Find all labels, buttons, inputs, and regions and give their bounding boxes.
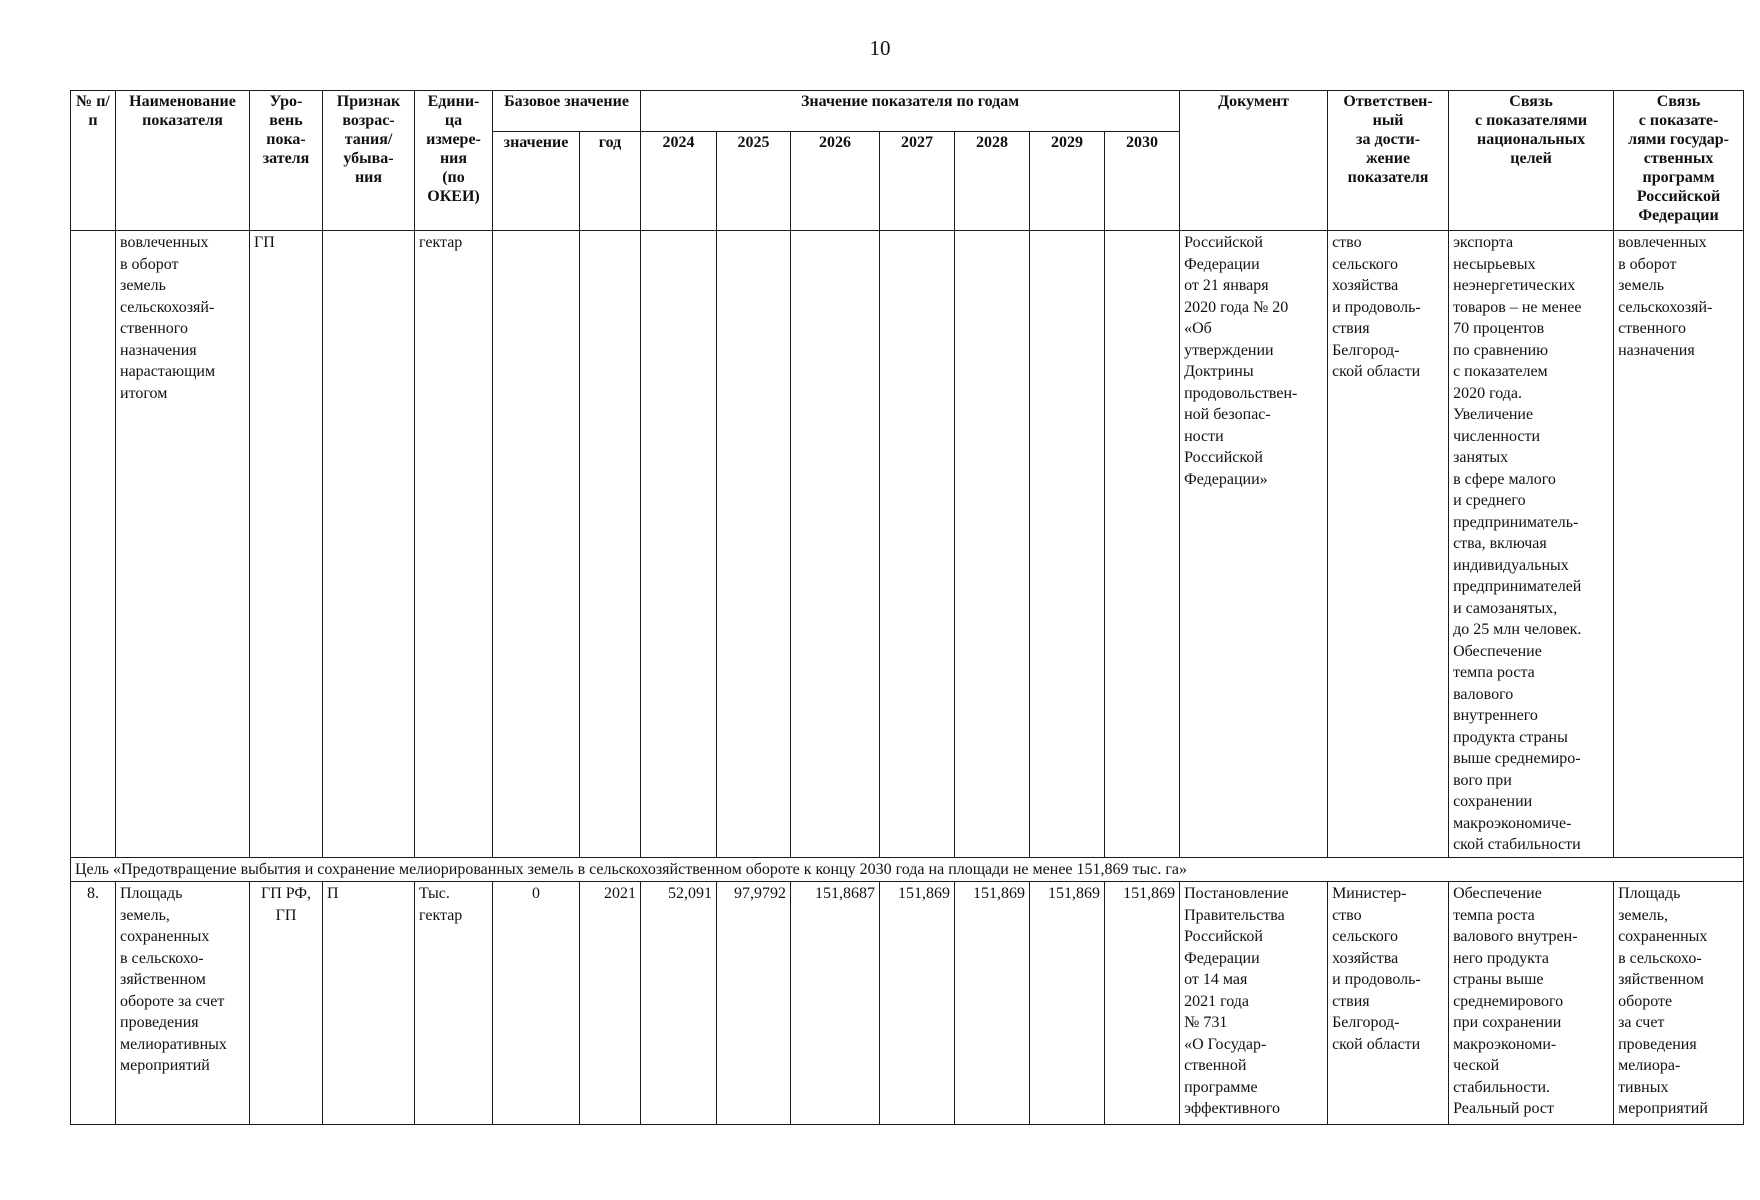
cell-national-goals: Обеспечение темпа роста валового внутрен- него продукта страны выше среднемирового при сохранении макроэкономи- ческой стабильности. Реальный рост: [1449, 882, 1614, 1125]
header-year-2029: [1030, 132, 1105, 231]
header-state-programs: [1614, 91, 1744, 231]
cell-responsible: ство сельского хозяйства и продоволь- ствия Белгород- ской области: [1328, 231, 1449, 858]
header-responsible-text: Ответствен- ный за дости- жение показателя: [1343, 93, 1433, 186]
cell-level: ГП: [250, 231, 323, 858]
cell-indicator-name: Площадь земель, сохраненных в сельскохо- зяйственном обороте за счет проведения мелиоративных мероприятий: [116, 882, 250, 1125]
cell-state-programs: Площадь земель, сохраненных в сельскохо- зяйственном обороте за счет проведения мелиора- тивных мероприятий: [1614, 882, 1744, 1125]
header-document-text: Документ: [1218, 93, 1289, 110]
cell-base-value: 0: [493, 882, 580, 1125]
cell-national-goals: экспорта несырьевых неэнергетических товаров – не менее 70 процентов по сравнению с показателем 2020 года. Увеличение численности занятых в сфере малого и среднего предприниматель- ства, включая индивидуальных предпринимателей и самозанятых, до 25 млн человек. Обеспечение темпа роста валового внутреннего продукта страны выше среднемиро- вого при сохранении макроэкономиче- ской стабильности: [1449, 231, 1614, 858]
cell-value-2026: 151,8687: [791, 882, 880, 1125]
header-unit-text: Едини- ца измере- ния (по ОКЕИ): [426, 93, 481, 205]
header-name: [116, 91, 250, 231]
header-year-2027: [880, 132, 955, 231]
cell-value-2030: 151,869: [1105, 882, 1180, 1125]
header-name-text: Наименование показателя: [129, 93, 236, 129]
header-year-2028: [955, 132, 1030, 231]
header-year-2030: [1105, 132, 1180, 231]
table-row-continuation: [71, 231, 1744, 858]
header-year-text: 2026: [819, 134, 852, 151]
cell-unit: гектар: [415, 231, 493, 858]
cell-document: Российской Федерации от 21 января 2020 года № 20 «Об утверждении Доктрины продовольствен- ной безопас- ности Российской Федерации»: [1180, 231, 1328, 858]
header-base-text: Базовое значение: [504, 93, 629, 110]
cell-value-2028: 151,869: [955, 882, 1030, 1125]
header-num: [71, 91, 116, 231]
header-base-year-text: год: [598, 134, 622, 151]
header-year-text: 2025: [737, 134, 770, 151]
cell-document: Постановление Правительства Российской Федерации от 14 мая 2021 года № 731 «О Государ- ственной программе эффективного: [1180, 882, 1328, 1125]
header-year-2026: [791, 132, 880, 231]
cell-value-2029: 151,869: [1030, 882, 1105, 1125]
cell-value-2027: [880, 231, 955, 858]
indicators-table: [70, 90, 1744, 1125]
header-base-value: [493, 132, 580, 231]
header-document: [1180, 91, 1328, 231]
header-national-goals-text: Связь с показателями национальных целей: [1475, 93, 1588, 167]
cell-responsible: Министер- ство сельского хозяйства и продоволь- ствия Белгород- ской области: [1328, 882, 1449, 1125]
header-base-year: [580, 132, 641, 231]
header-sign-text: Признак возрас- тания/ убыва- ния: [336, 93, 401, 186]
cell-value-2026: [791, 231, 880, 858]
header-num-text: № п/п: [76, 93, 110, 129]
cell-num: [71, 231, 116, 858]
table-row-goal: [71, 857, 1744, 882]
cell-value-2024: 52,091: [641, 882, 717, 1125]
cell-state-programs: вовлеченных в оборот земель сельскохозяй- ственного назначения: [1614, 231, 1744, 858]
cell-unit: Тыс. гектар: [415, 882, 493, 1125]
header-year-text: 2024: [662, 134, 695, 151]
cell-value-2024: [641, 231, 717, 858]
cell-base-year: [580, 231, 641, 858]
header-base: [493, 91, 641, 132]
header-year-2025: [717, 132, 791, 231]
cell-base-value: [493, 231, 580, 858]
header-year-2024: [641, 132, 717, 231]
header-level-text: Уро- вень пока- зателя: [262, 93, 310, 167]
header-year-text: 2029: [1051, 134, 1084, 151]
header-years-title: [641, 91, 1180, 132]
header-year-text: 2027: [901, 134, 934, 151]
cell-value-2028: [955, 231, 1030, 858]
header-state-programs-text: Связь с показате- лями государ- ственных программ Российской Федерации: [1628, 93, 1729, 224]
cell-num: 8.: [71, 882, 116, 1125]
header-responsible: [1328, 91, 1449, 231]
cell-value-2025: [717, 231, 791, 858]
header-years-title-text: Значение показателя по годам: [800, 93, 1020, 110]
cell-value-2027: 151,869: [880, 882, 955, 1125]
cell-sign: П: [323, 882, 415, 1125]
header-unit: [415, 91, 493, 231]
page-number: 10: [869, 36, 891, 60]
cell-sign: [323, 231, 415, 858]
header-year-text: 2028: [976, 134, 1009, 151]
header-year-text: 2030: [1126, 134, 1159, 151]
header-level: [250, 91, 323, 231]
cell-value-2025: 97,9792: [717, 882, 791, 1125]
cell-value-2029: [1030, 231, 1105, 858]
header-sign: [323, 91, 415, 231]
cell-value-2030: [1105, 231, 1180, 858]
goal-statement: Цель «Предотвращение выбытия и сохранение мелиорированных земель в сельскохозяйственном обороте к концу 2030 года на площади не менее 151,869 тыс. га»: [71, 857, 1744, 882]
cell-indicator-name: вовлеченных в оборот земель сельскохозяй- ственного назначения нарастающим итогом: [116, 231, 250, 858]
cell-level: ГП РФ, ГП: [250, 882, 323, 1125]
header-national-goals: [1449, 91, 1614, 231]
header-base-value-text: значение: [503, 134, 569, 151]
cell-base-year: 2021: [580, 882, 641, 1125]
header-row-1: [71, 91, 1744, 132]
table-row-8: [71, 882, 1744, 1125]
